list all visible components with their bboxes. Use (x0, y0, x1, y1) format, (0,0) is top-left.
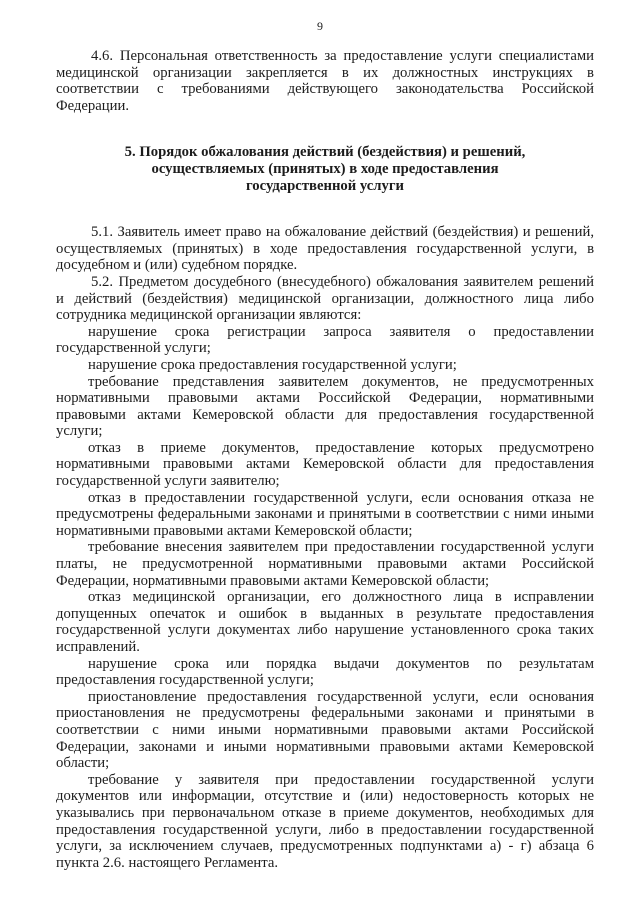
paragraph-4-6: 4.6. Персональная ответственность за предоставление услуги специалистами медицинской организации закрепляется в их должностных инструкциях в соответствии с требованиями действующего законодательства Российской Федерации. (56, 48, 594, 114)
list-item: приостановление предоставления государственной услуги, если основания приостановления не предусмотрены федеральными законами и принятыми в соответствии с ними иными нормативными правовыми актами Российской Федерации, законами и иными нормативными правовыми актами Кемеровской области; (56, 688, 594, 772)
list-item: нарушение срока регистрации запроса заявителя о предоставлении государственной услуги; (56, 323, 594, 357)
section-heading-line: осуществляемых (принятых) в ходе предоставления (151, 160, 499, 177)
list-item: отказ в предоставлении государственной услуги, если основания отказа не предусмотрены федеральными законами и принятыми в соответствии с ними иными нормативными правовыми актами Кемеровской области; (56, 489, 594, 539)
section-5-heading (56, 144, 594, 194)
list-item: требование у заявителя при предоставлении государственной услуги документов или информации, отсутствие и (или) недостоверность которых не указывались при первоначальном отказе в приеме документов, необходимых для предоставления государственной услуги, либо в предоставлении государственной услуги, за исключением случаев, предусмотренных подпунктами а) - г) абзаца 6 пункта 2.6. настоящего Регламента. (56, 771, 594, 871)
list-item: нарушение срока предоставления государственной услуги; (88, 356, 457, 373)
list-item: отказ в приеме документов, предоставление которых предусмотрено нормативными правовыми актами Кемеровской области для предоставления государственной услуги заявителю; (56, 439, 594, 490)
list-item: требование представления заявителем документов, не предусмотренных нормативными правовыми актами Российской Федерации, нормативными правовыми актами Кемеровской области для предоставления государственной услуги; (56, 373, 594, 440)
list-item: требование внесения заявителем при предоставлении государственной услуги платы, не предусмотренной нормативными правовыми актами Российской Федерации, нормативными правовыми актами Кемеровской области; (56, 539, 594, 589)
list-item: отказ медицинской организации, его должностного лица в исправлении допущенных опечаток и ошибок в выданных в результате предоставления государственной услуги документах либо нарушение установленного срока таких исправлений. (56, 589, 594, 655)
document-body (56, 48, 594, 871)
paragraph-5-2: 5.2. Предметом досудебного (внесудебного) обжалования заявителем решений и действий (бездействия) медицинской организации, должностного лица либо сотрудника медицинской организации являются: (56, 273, 594, 324)
paragraph-5-1: 5.1. Заявитель имеет право на обжалование действий (бездействия) и решений, осуществляемых (принятых) в ходе предоставления государственной услуги, в досудебном и (или) судебном порядке. (56, 224, 594, 274)
section-heading-line: 5. Порядок обжалования действий (бездействия) и решений, (124, 144, 526, 161)
section-heading-line: государственной услуги (245, 177, 405, 194)
list-item: нарушение срока или порядка выдачи документов по результатам предоставления государственной услуги; (56, 655, 594, 689)
page-number: 9 (317, 19, 323, 33)
